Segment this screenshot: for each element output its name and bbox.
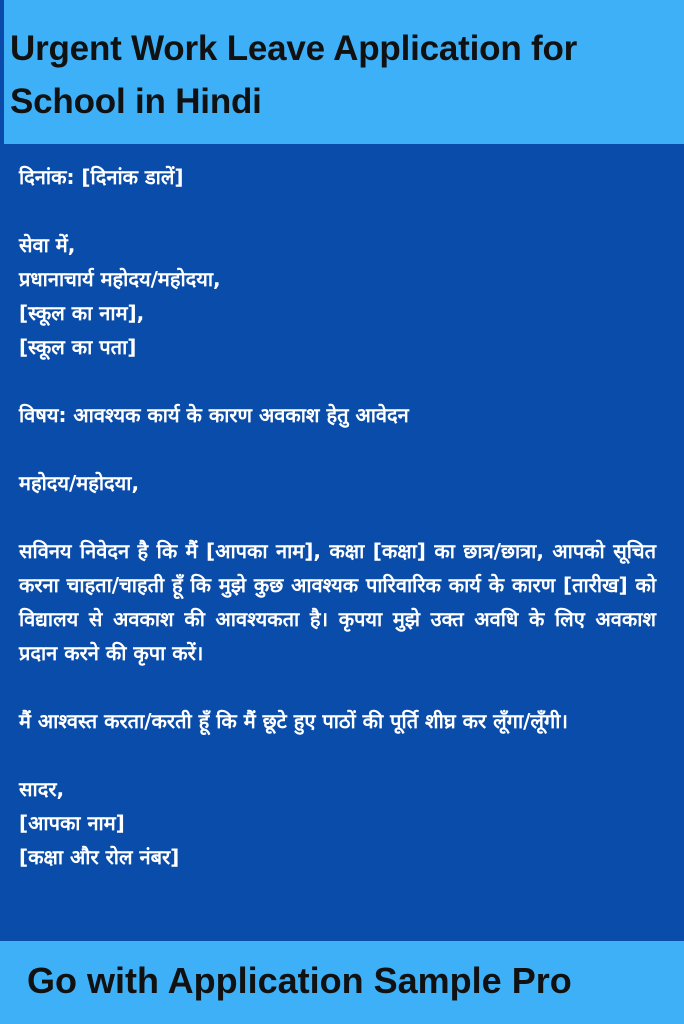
school-name-line: [स्कूल का नाम], — [19, 301, 145, 325]
date-line: दिनांक: [दिनांक डालें] — [19, 165, 184, 189]
spacer — [19, 364, 656, 398]
body-paragraph-1: सविनय निवेदन है कि मैं [आपका नाम], कक्षा [कक्षा] का छात्र/छात्रा, आपको सूचित करना चाहता/चाहती हूँ कि मुझे कुछ आवश्यक पारिवारिक कार्य के कारण [तारीख] को विद्यालय से अवकाश की आवश्यकता है। कृपया मुझे उक्त अवधि के लिए अवकाश प्रदान करने की कृपा करें। — [19, 539, 656, 665]
body-paragraph-2: मैं आश्वस्त करता/करती हूँ कि मैं छूटे हुए पाठों की पूर्ति शीघ्र कर लूँगा/लूँगी। — [19, 709, 569, 733]
spacer — [19, 500, 656, 534]
to-line: सेवा में, — [19, 233, 76, 257]
closing-line: सादर, — [19, 777, 65, 801]
letter-body — [0, 144, 684, 941]
spacer — [19, 738, 656, 772]
footer-banner — [0, 941, 684, 1024]
title-banner — [0, 0, 684, 144]
footer-text: Go with Application Sample Pro — [27, 960, 572, 1001]
spacer — [19, 670, 656, 704]
salutation-line: महोदय/महोदया, — [19, 471, 140, 495]
spacer — [19, 194, 656, 228]
recipient-line: प्रधानाचार्य महोदय/महोदया, — [19, 267, 221, 291]
class-roll-line: [कक्षा और रोल नंबर] — [19, 845, 180, 869]
subject-line: विषय: आवश्यक कार्य के कारण अवकाश हेतु आवेदन — [19, 403, 409, 427]
school-address-line: [स्कूल का पता] — [19, 335, 137, 359]
sender-name-line: [आपका नाम] — [19, 811, 125, 835]
page-title: Urgent Work Leave Application for School in Hindi — [10, 29, 578, 121]
spacer — [19, 432, 656, 466]
